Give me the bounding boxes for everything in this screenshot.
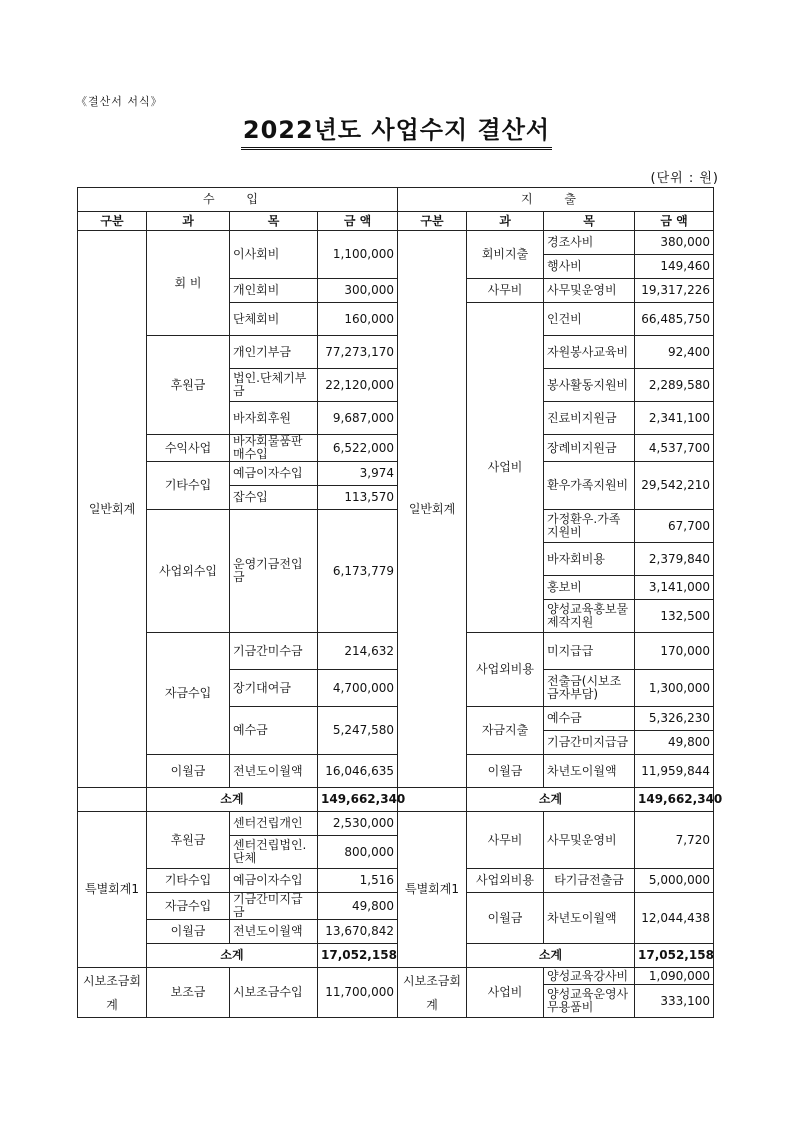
table-cell: 2,530,000 <box>318 812 398 836</box>
table-row <box>78 336 714 369</box>
table-cell: 4,700,000 <box>318 670 398 707</box>
table-cell: 잡수입 <box>230 486 318 510</box>
special-income-total: 17,052,158 <box>318 944 398 968</box>
table-row <box>78 633 714 670</box>
table-row <box>78 510 714 543</box>
table-cell: 소계 <box>147 788 318 812</box>
column-header-row <box>78 212 714 231</box>
table-cell: 4,537,700 <box>635 435 714 462</box>
table-cell: 사업외비용 <box>467 633 544 707</box>
table-cell: 이월금 <box>147 755 230 788</box>
table-cell: 운영기금전입금 <box>230 510 318 633</box>
col-item: 과 <box>467 212 544 231</box>
table-cell: 3,141,000 <box>635 576 714 600</box>
table-cell: 바자회비용 <box>544 543 635 576</box>
special-subtotal-row <box>78 944 714 968</box>
table-cell: 진료비지원금 <box>544 402 635 435</box>
table-cell: 11,959,844 <box>635 755 714 788</box>
table-cell: 380,000 <box>635 231 714 255</box>
col-amount: 금 액 <box>635 212 714 231</box>
general-label: 일반회계 <box>78 231 147 788</box>
table-cell: 후원금 <box>147 812 230 869</box>
table-cell: 소계 <box>467 944 635 968</box>
table-cell: 800,000 <box>318 836 398 869</box>
table-cell: 사무및운영비 <box>544 812 635 869</box>
table-row <box>78 893 714 920</box>
table-row <box>78 462 714 486</box>
table-cell: 22,120,000 <box>318 369 398 402</box>
table-cell: 12,044,438 <box>635 893 714 944</box>
table-cell: 센터건립개인 <box>230 812 318 836</box>
table-cell: 113,570 <box>318 486 398 510</box>
table-cell: 9,687,000 <box>318 402 398 435</box>
table-cell: 후원금 <box>147 336 230 435</box>
table-cell: 센터건립법인.단체 <box>230 836 318 869</box>
table-cell: 66,485,750 <box>635 303 714 336</box>
table-cell: 바자회물품판매수입 <box>230 435 318 462</box>
table-row <box>78 755 714 788</box>
table-cell: 2,289,580 <box>635 369 714 402</box>
table-cell: 미지급급 <box>544 633 635 670</box>
table-cell <box>78 788 147 812</box>
table-cell: 특별회계1 <box>398 812 467 968</box>
col-category: 구분 <box>78 212 147 231</box>
table-cell: 149,460 <box>635 255 714 279</box>
table-cell: 5,247,580 <box>318 707 398 755</box>
table-cell: 예금이자수입 <box>230 869 318 893</box>
table-cell: 장례비지원금 <box>544 435 635 462</box>
table-cell: 92,400 <box>635 336 714 369</box>
table-row <box>78 968 714 985</box>
table-cell: 사업외수입 <box>147 510 230 633</box>
table-cell: 타기금전출금 <box>544 869 635 893</box>
table-cell: 이사회비 <box>230 231 318 279</box>
general-income-total: 149,662,340 <box>318 788 398 812</box>
table-cell: 이월금 <box>467 893 544 944</box>
table-cell: 사업비 <box>467 303 544 633</box>
table-cell: 이월금 <box>147 920 230 944</box>
table-cell: 차년도이월액 <box>544 755 635 788</box>
table-cell: 장기대여금 <box>230 670 318 707</box>
table-cell: 양성교육강사비 <box>544 968 635 985</box>
table-cell: 회비지출 <box>467 231 544 279</box>
table-cell: 16,046,635 <box>318 755 398 788</box>
table-cell: 봉사활동지원비 <box>544 369 635 402</box>
unit-label: (단위 : 원) <box>650 171 719 186</box>
table-cell: 홍보비 <box>544 576 635 600</box>
table-cell: 1,300,000 <box>635 670 714 707</box>
table-cell: 3,974 <box>318 462 398 486</box>
table-cell: 예금이자수입 <box>230 462 318 486</box>
table-cell: 예수금 <box>544 707 635 731</box>
table-cell: 개인회비 <box>230 279 318 303</box>
table-cell: 1,100,000 <box>318 231 398 279</box>
col-subitem: 목 <box>544 212 635 231</box>
table-cell: 5,326,230 <box>635 707 714 731</box>
special-expense-total: 17,052,158 <box>635 944 714 968</box>
table-cell: 기금간미지급금 <box>230 893 318 920</box>
table-cell: 6,173,779 <box>318 510 398 633</box>
table-cell: 49,800 <box>635 731 714 755</box>
col-subitem: 목 <box>230 212 318 231</box>
col-category: 구분 <box>398 212 467 231</box>
table-cell: 2,341,100 <box>635 402 714 435</box>
table-cell: 소계 <box>467 788 635 812</box>
table-cell: 양성교육홍보물제작지원 <box>544 600 635 633</box>
table-cell: 자원봉사교육비 <box>544 336 635 369</box>
table-cell: 일반회계 <box>398 231 467 788</box>
col-amount: 금 액 <box>318 212 398 231</box>
table-cell: 소계 <box>147 944 318 968</box>
table-cell: 전출금(시보조금자부담) <box>544 670 635 707</box>
subsidy-label: 시보조금회계 <box>78 968 147 1018</box>
table-cell: 차년도이월액 <box>544 893 635 944</box>
table-cell: 77,273,170 <box>318 336 398 369</box>
table-cell: 사무비 <box>467 812 544 869</box>
table-cell: 경조사비 <box>544 231 635 255</box>
table-cell: 기금간미지급금 <box>544 731 635 755</box>
table-cell: 인건비 <box>544 303 635 336</box>
table-cell: 시보조금수입 <box>230 968 318 1018</box>
table-cell: 전년도이월액 <box>230 920 318 944</box>
table-cell: 기타수입 <box>147 869 230 893</box>
expense-header: 지 출 <box>398 188 714 212</box>
table-cell <box>398 788 467 812</box>
table-cell: 보조금 <box>147 968 230 1018</box>
table-cell: 가정환우.가족지원비 <box>544 510 635 543</box>
table-cell: 법인.단체기부금 <box>230 369 318 402</box>
table-cell: 수익사업 <box>147 435 230 462</box>
table-cell: 단체회비 <box>230 303 318 336</box>
table-cell: 1,516 <box>318 869 398 893</box>
table-cell: 사무비 <box>467 279 544 303</box>
table-row <box>78 812 714 836</box>
table-cell: 333,100 <box>635 985 714 1018</box>
table-row <box>78 869 714 893</box>
table-cell: 2,379,840 <box>635 543 714 576</box>
table-cell: 사업비 <box>467 968 544 1018</box>
table-cell: 13,670,842 <box>318 920 398 944</box>
table-cell: 5,000,000 <box>635 869 714 893</box>
table-cell: 기타수입 <box>147 462 230 510</box>
table-cell: 6,522,000 <box>318 435 398 462</box>
settlement-table <box>77 187 723 1018</box>
table-row <box>78 231 714 255</box>
table-cell: 300,000 <box>318 279 398 303</box>
income-header: 수 입 <box>78 188 398 212</box>
table-cell: 11,700,000 <box>318 968 398 1018</box>
table-cell: 양성교육운영사무용품비 <box>544 985 635 1018</box>
table-cell: 행사비 <box>544 255 635 279</box>
table-cell: 사무및운영비 <box>544 279 635 303</box>
table-cell: 바자회후원 <box>230 402 318 435</box>
table-cell: 예수금 <box>230 707 318 755</box>
section-header-row <box>78 188 714 212</box>
table-cell: 시보조금회계 <box>398 968 467 1018</box>
table-cell: 개인기부금 <box>230 336 318 369</box>
table-cell: 자금수입 <box>147 893 230 920</box>
table-cell: 1,090,000 <box>635 968 714 985</box>
general-expense-total: 149,662,340 <box>635 788 714 812</box>
table-cell: 67,700 <box>635 510 714 543</box>
table-cell: 사업외비용 <box>467 869 544 893</box>
table-cell: 29,542,210 <box>635 462 714 510</box>
general-subtotal-row <box>78 788 714 812</box>
table-cell: 전년도이월액 <box>230 755 318 788</box>
table-cell: 170,000 <box>635 633 714 670</box>
col-item: 과 <box>147 212 230 231</box>
table-cell: 환우가족지원비 <box>544 462 635 510</box>
table-cell: 기금간미수금 <box>230 633 318 670</box>
table-cell: 49,800 <box>318 893 398 920</box>
table-cell: 214,632 <box>318 633 398 670</box>
special-label: 특별회계1 <box>78 812 147 968</box>
table-cell: 이월금 <box>467 755 544 788</box>
table-cell: 19,317,226 <box>635 279 714 303</box>
form-label: 《결산서 서식》 <box>76 95 163 108</box>
table-cell: 회 비 <box>147 231 230 336</box>
table-cell: 160,000 <box>318 303 398 336</box>
document-title: 2022년도 사업수지 결산서 <box>0 110 793 150</box>
table-cell: 7,720 <box>635 812 714 869</box>
table-cell: 132,500 <box>635 600 714 633</box>
table-cell: 자금지출 <box>467 707 544 755</box>
table-cell: 자금수입 <box>147 633 230 755</box>
